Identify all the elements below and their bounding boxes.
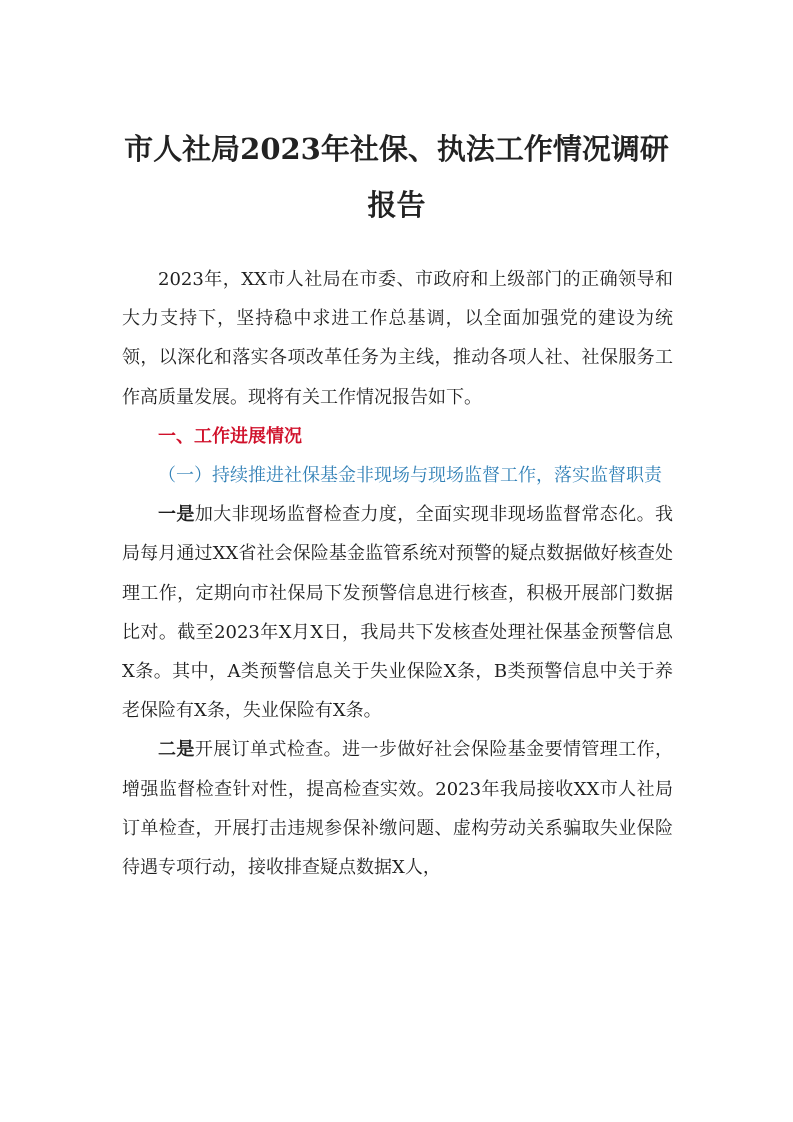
paragraph-second-point [122,730,673,887]
report-title: 市人社局2023年社保、执法工作情况调研报告 [124,132,669,222]
paragraph-lead-second: 二是 [158,739,195,761]
paragraph-first-point [122,495,673,730]
paragraph-text-first: 加大非现场监督检查力度，全面实现非现场监督常态化。我局每月通过XX省社会保险基金监管系统对预警的疑点数据做好核查处理工作，定期向市社保局下发预警信息进行核查，积极开展部门数据比对。截至2023年X月X日，我局共下发核查处理社保基金预警信息X条。其中，A类预警信息关于失业保险X条，B类预警信息中关于养老保险有X条，失业保险有X条。 [122,504,674,722]
paragraph-text-second: 开展订单式检查。进一步做好社会保险基金要情管理工作，增强监督检查针对性，提高检查实效。2023年我局接收XX市人社局订单检查，开展打击违规参保补缴问题、虚构劳动关系骗取失业保险待遇专项行动，接收排查疑点数据X人， [122,739,674,879]
report-body [122,260,673,887]
section-heading-progress: 一、工作进展情况 [158,425,302,447]
intro-paragraph: 2023年，XX市人社局在市委、市政府和上级部门的正确领导和大力支持下，坚持稳中求进工作总基调，以全面加强党的建设为统领，以深化和落实各项改革任务为主线，推动各项人社、社保服务工作高质量发展。现将有关工作情况报告如下。 [122,269,673,408]
subsection-heading-supervision: （一）持续推进社保基金非现场与现场监督工作，落实监督职责 [158,465,662,487]
paragraph-lead-first: 一是 [158,504,195,526]
